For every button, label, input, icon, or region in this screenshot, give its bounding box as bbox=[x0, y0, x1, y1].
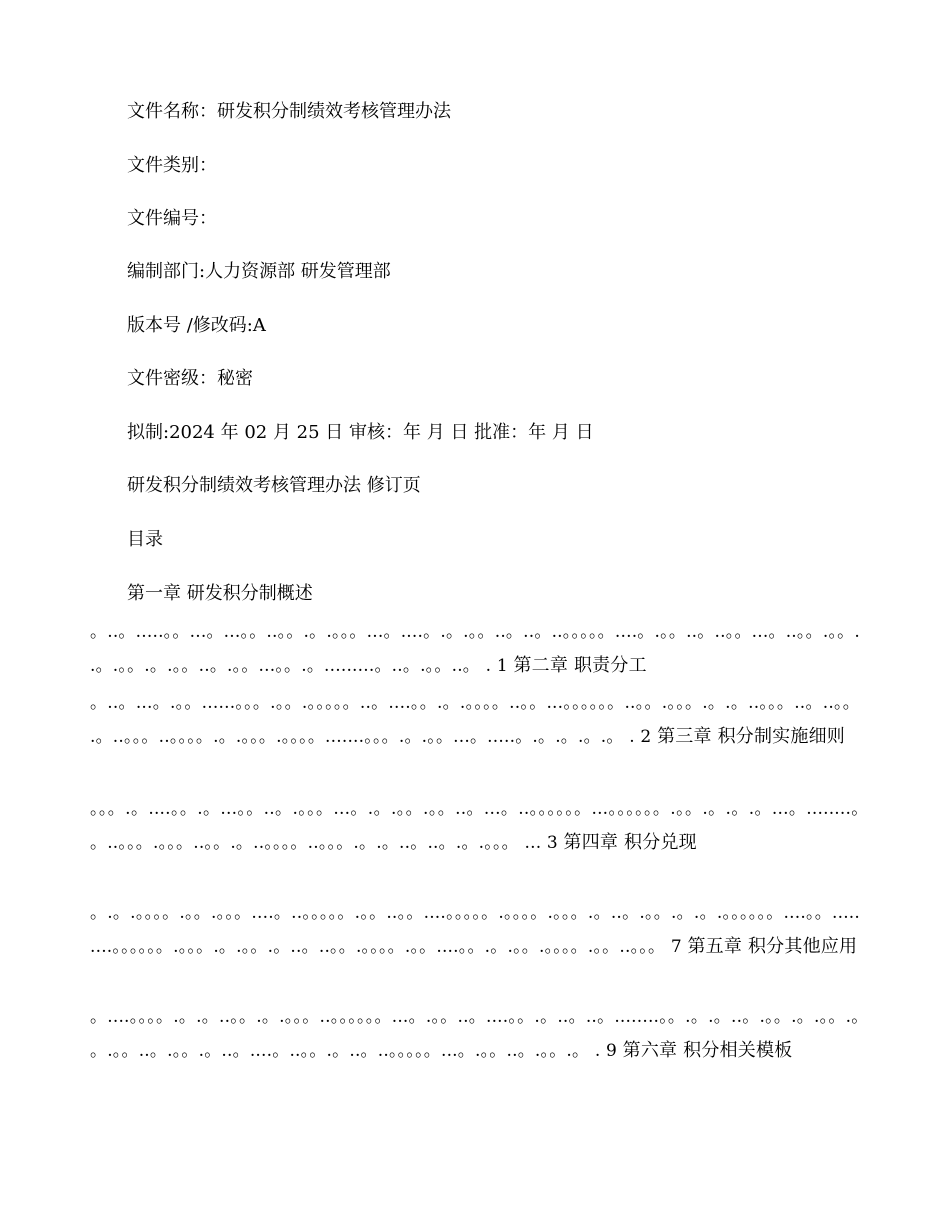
toc-page-number: ... 3 bbox=[524, 833, 558, 853]
toc-leader-dots: 。.。.。。。。.。。.。。。....。..。。。。。.。。..。。....。。。。。.。。。。.。。。.。..。.。。.。.。.。。。。。。....。。.........。。。。。。.。。。.。.。。.。..。..。。.。。。。.。。....。。.。.。。.。。。。.。。..。。。 bbox=[90, 903, 860, 957]
toc-entry-3 bbox=[90, 792, 860, 860]
file-category-line: 文件类别： bbox=[127, 155, 217, 176]
toc-entry-1 bbox=[90, 615, 860, 683]
toc-leader-dots: 。。。.。....。。.。...。。..。.。。。...。.。.。。.。。..。...。..。。。。。。...。。。。。。.。。.。.。.。...。........。。..。。。.。。。..。。.。..。。。。..。。。.。.。..。..。.。.。。。 bbox=[90, 799, 860, 853]
toc-chapter-title: 第三章 积分制实施细则 bbox=[657, 726, 845, 747]
toc-entry-2 bbox=[90, 686, 860, 754]
revision-page-title: 研发积分制绩效考核管理办法 修订页 bbox=[127, 475, 421, 496]
version-line: 版本号 /修改码:A bbox=[127, 315, 266, 336]
file-number-line: 文件编号： bbox=[127, 208, 217, 229]
toc-leader-dots: 。..。.....。。...。...。。..。。.。.。。。...。....。.。.。。..。..。..。。。。。....。.。。..。..。。...。..。。.。。..。.。。.。.。。..。.。。...。。.。.........。..。.。。..。 bbox=[90, 622, 860, 676]
toc-chapter-title: 第六章 积分相关模板 bbox=[622, 1040, 793, 1061]
toc-chapter-title: 第四章 积分兑现 bbox=[563, 832, 697, 853]
toc-heading: 目录 bbox=[127, 529, 163, 550]
toc-chapter-1-title: 第一章 研发积分制概述 bbox=[127, 583, 313, 604]
toc-leader-dots: 。..。...。.。。......。。。.。。.。。。。。..。....。。.。.。。。。..。。...。。。。。。..。。.。。。.。.。..。。。..。..。。.。..。。。..。。。。.。.。。。.。。。。.......。。。.。.。。...。.....。.。.。.。.。 bbox=[90, 693, 860, 747]
file-name-line: 文件名称：研发积分制绩效考核管理办法 bbox=[127, 101, 451, 122]
toc-page-number: . 9 bbox=[594, 1041, 618, 1061]
approval-line: 拟制:2024 年 02 月 25 日 审核：年 月 日 批准：年 月 日 bbox=[127, 422, 594, 443]
toc-entry-4 bbox=[90, 896, 860, 964]
toc-chapter-title: 第二章 职责分工 bbox=[513, 655, 647, 676]
toc-chapter-title: 第五章 积分其他应用 bbox=[687, 936, 858, 957]
department-line: 编制部门:人力资源部 研发管理部 bbox=[127, 261, 391, 282]
security-level-line: 文件密级：秘密 bbox=[127, 368, 253, 389]
toc-page-number: . 2 bbox=[629, 727, 652, 747]
toc-page-number: 7 bbox=[670, 937, 682, 957]
toc-leader-dots: 。....。。。。.。.。..。。.。.。。。..。。。。。。...。.。。..。....。。.。..。..。........。。.。.。..。.。。.。.。。.。。.。。..。.。。.。..。....。..。。.。..。..。。。。。...。.。。..。.。。.。 bbox=[90, 1007, 860, 1061]
toc-page-number: . 1 bbox=[485, 656, 508, 676]
toc-entry-5 bbox=[90, 1000, 860, 1068]
